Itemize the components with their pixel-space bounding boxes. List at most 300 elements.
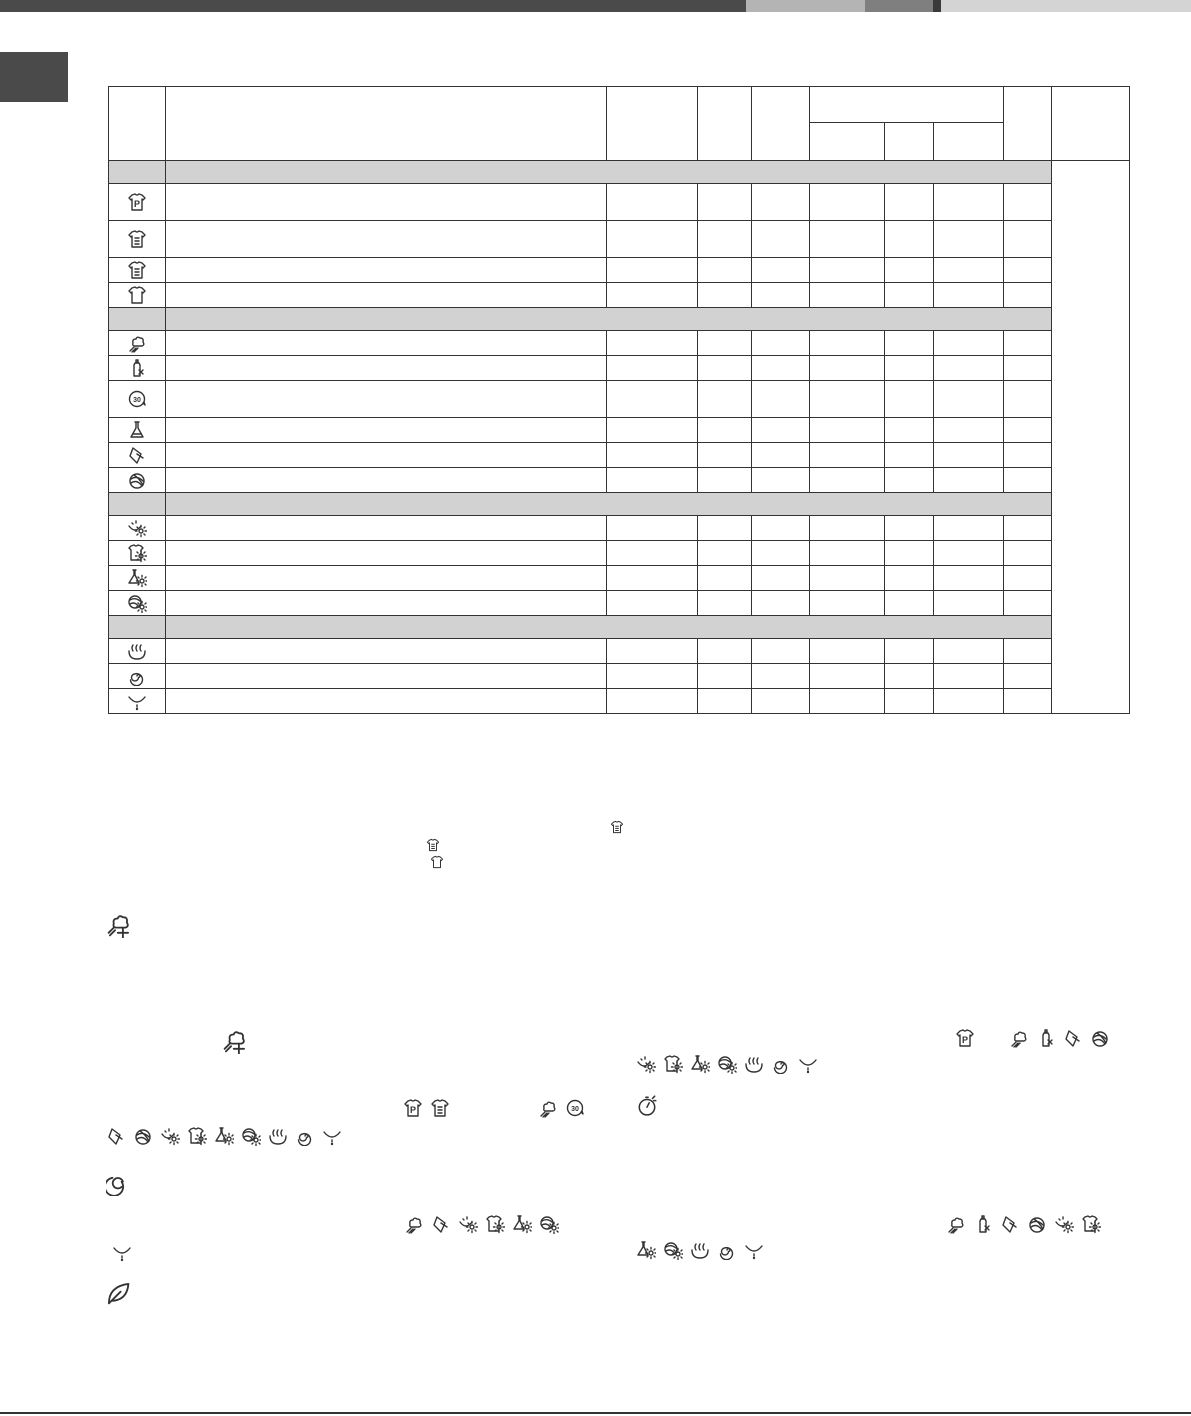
table-cell	[885, 443, 934, 468]
table-cell	[1004, 356, 1052, 381]
programme-name-cell	[166, 331, 607, 356]
svg-text:30: 30	[133, 397, 141, 404]
flask-sun-icon	[512, 1214, 532, 1234]
delicates-hanger-icon	[431, 1214, 451, 1234]
table-cell	[1004, 258, 1052, 283]
delicates-hanger-icon	[1000, 1214, 1020, 1234]
drain-icon	[798, 1054, 818, 1074]
spin-loop-icon	[106, 1170, 132, 1196]
table-cell	[752, 566, 810, 591]
table-cell	[1004, 664, 1052, 689]
table-cell	[934, 356, 1004, 381]
steam-cloud-icon	[127, 333, 147, 353]
table-cell	[810, 516, 885, 541]
tshirt-lines-icon	[610, 820, 624, 834]
table-cell	[934, 381, 1004, 418]
table-row	[109, 541, 1130, 566]
tshirt-sun-icon	[1081, 1214, 1101, 1234]
colour-bowl-sun-icon	[1054, 1214, 1074, 1234]
colour-bowl-sun-icon	[160, 1126, 180, 1146]
drain-icon	[112, 1242, 132, 1262]
table-group-row	[109, 616, 1130, 639]
flask-sun-icon	[636, 1240, 656, 1260]
programme-symbol-cell	[109, 591, 166, 616]
steam-plus-icon	[106, 912, 132, 938]
flask-sun-icon	[127, 568, 147, 588]
table-cell	[934, 221, 1004, 258]
table-cell	[752, 541, 810, 566]
footer-rule	[0, 1412, 1191, 1414]
rinse-basin-icon	[690, 1240, 710, 1260]
programme-name-cell	[166, 689, 607, 714]
baby-bottle-icon	[1036, 1028, 1056, 1048]
programme-symbol-cell	[109, 418, 166, 443]
table-cell	[752, 221, 810, 258]
table-row	[109, 221, 1130, 258]
group-title-cell	[166, 493, 1052, 516]
svg-text:P: P	[409, 1105, 417, 1115]
table-cell	[934, 689, 1004, 714]
header-bar-segment	[865, 0, 933, 12]
table-cell	[1004, 184, 1052, 221]
header-cell-symbol	[109, 87, 166, 161]
spin-spiral-icon	[295, 1126, 315, 1146]
table-cell	[934, 541, 1004, 566]
drain-icon	[744, 1240, 764, 1260]
flask-sun-icon	[690, 1054, 710, 1074]
table-row	[109, 283, 1130, 308]
programme-name-cell	[166, 381, 607, 418]
wool-sun-icon	[717, 1054, 737, 1074]
table-cell	[934, 331, 1004, 356]
table-row	[109, 516, 1130, 541]
header-subcell	[934, 123, 1004, 161]
wool-ball-icon	[1090, 1028, 1110, 1048]
wool-sun-icon	[663, 1240, 683, 1260]
hand-wash-flask-icon	[127, 420, 147, 440]
icon-row	[955, 1028, 1110, 1048]
programme-table	[108, 86, 1130, 714]
table-cell	[934, 468, 1004, 493]
tshirt-p-icon	[955, 1028, 975, 1048]
rinse-basin-icon	[744, 1054, 764, 1074]
stopwatch-icon	[636, 1094, 658, 1116]
table-cell	[1004, 591, 1052, 616]
programme-name-cell	[166, 443, 607, 468]
table-cell	[698, 381, 752, 418]
header-bar	[0, 0, 1191, 12]
table-row	[109, 443, 1130, 468]
steam-cloud-icon	[538, 1098, 558, 1118]
table-cell	[607, 283, 698, 308]
spin-spiral-icon	[771, 1054, 791, 1074]
tshirt-sun-icon	[485, 1214, 505, 1234]
spin-loop-icon	[106, 1170, 132, 1196]
icon-row	[946, 1214, 1101, 1234]
delicates-hanger-icon	[1000, 1214, 1020, 1234]
steam-cloud-icon	[946, 1214, 966, 1234]
table-cell	[1004, 381, 1052, 418]
programme-name-cell	[166, 591, 607, 616]
tshirt-icon	[127, 285, 147, 305]
programme-name-cell	[166, 283, 607, 308]
delicates-hanger-icon	[127, 445, 147, 465]
table-cell	[885, 184, 934, 221]
table-cell	[934, 258, 1004, 283]
delicates-hanger-icon	[106, 1126, 126, 1146]
table-cell	[698, 418, 752, 443]
wool-ball-icon	[1090, 1028, 1110, 1048]
table-cell	[607, 381, 698, 418]
table-cell	[885, 331, 934, 356]
steam-plus-icon	[222, 1028, 248, 1054]
baby-bottle-icon	[973, 1214, 993, 1234]
header-cell	[752, 87, 810, 161]
wool-ball-icon	[1027, 1214, 1047, 1234]
tshirt-lines-icon	[426, 838, 440, 852]
rinse-basin-icon	[268, 1126, 288, 1146]
table-cell	[607, 221, 698, 258]
icon-row	[106, 1126, 342, 1146]
tshirt-lines-icon	[127, 229, 147, 249]
table-cell	[607, 443, 698, 468]
table-cell	[752, 331, 810, 356]
table-cell	[698, 468, 752, 493]
tshirt-p-icon	[403, 1098, 423, 1118]
tshirt-sun-icon	[187, 1126, 207, 1146]
programme-name-cell	[166, 639, 607, 664]
table-cell	[885, 516, 934, 541]
table-cell	[1004, 468, 1052, 493]
table-cell	[607, 468, 698, 493]
wool-sun-icon	[663, 1240, 683, 1260]
tshirt-lines-icon	[127, 260, 147, 280]
table-cell	[607, 689, 698, 714]
table-cell	[810, 381, 885, 418]
drain-icon	[127, 691, 147, 711]
tshirt-p-icon	[955, 1028, 975, 1048]
table-row	[109, 184, 1130, 221]
table-row	[109, 689, 1130, 714]
table-cell	[752, 443, 810, 468]
tshirt-icon	[430, 855, 444, 869]
table-cell	[1004, 689, 1052, 714]
table-group-row	[109, 308, 1130, 331]
table-cell	[752, 689, 810, 714]
steam-cloud-icon	[946, 1214, 966, 1234]
table-row	[109, 639, 1130, 664]
programme-symbol-cell	[109, 381, 166, 418]
quick-30-icon	[565, 1098, 585, 1118]
programme-symbol-cell	[109, 566, 166, 591]
table-cell	[698, 689, 752, 714]
tshirt-p-icon	[127, 192, 147, 212]
table-cell	[1004, 443, 1052, 468]
table-cell	[810, 258, 885, 283]
icon-row	[403, 1098, 585, 1118]
eco-leaf-icon	[105, 1280, 131, 1306]
table-cell	[885, 664, 934, 689]
tshirt-lines-icon	[610, 820, 624, 834]
table-cell	[1004, 541, 1052, 566]
delicates-hanger-icon	[431, 1214, 451, 1234]
wool-sun-icon	[241, 1126, 261, 1146]
table-cell	[752, 516, 810, 541]
table-cell	[752, 664, 810, 689]
table-cell	[607, 591, 698, 616]
flask-sun-icon	[214, 1126, 234, 1146]
tshirt-sun-icon	[127, 543, 147, 563]
programme-name-cell	[166, 516, 607, 541]
table-cell	[810, 221, 885, 258]
table-cell	[934, 664, 1004, 689]
table-row	[109, 381, 1130, 418]
programme-name-cell	[166, 258, 607, 283]
tshirt-p-icon	[403, 1098, 423, 1118]
programme-symbol-cell	[109, 258, 166, 283]
tshirt-lines-icon	[430, 1098, 450, 1118]
table-row	[109, 664, 1130, 689]
table-cell	[810, 184, 885, 221]
tshirt-sun-icon	[187, 1126, 207, 1146]
icon-row	[404, 1214, 559, 1234]
table-cell	[752, 468, 810, 493]
header-cell	[607, 87, 698, 161]
table-cell	[810, 418, 885, 443]
programme-name-cell	[166, 356, 607, 381]
colour-bowl-sun-icon	[636, 1054, 656, 1074]
steam-cloud-icon	[1009, 1028, 1029, 1048]
table-cell	[1004, 516, 1052, 541]
table-cell	[810, 639, 885, 664]
colour-bowl-sun-icon	[458, 1214, 478, 1234]
table-cell	[752, 283, 810, 308]
table-cell	[607, 184, 698, 221]
wool-sun-icon	[127, 593, 147, 613]
tshirt-sun-icon	[485, 1214, 505, 1234]
icon-gap	[982, 1028, 1002, 1048]
table-cell	[607, 516, 698, 541]
table-cell	[752, 381, 810, 418]
flask-sun-icon	[214, 1126, 234, 1146]
table-cell	[698, 258, 752, 283]
rinse-basin-icon	[127, 641, 147, 661]
tshirt-lines-icon	[430, 1098, 450, 1118]
table-cell	[810, 591, 885, 616]
rinse-basin-icon	[268, 1126, 288, 1146]
spin-spiral-icon	[771, 1054, 791, 1074]
table-cell	[934, 443, 1004, 468]
group-title-cell	[166, 161, 1052, 184]
tshirt-icon	[430, 855, 444, 869]
table-cell	[698, 639, 752, 664]
programme-name-cell	[166, 221, 607, 258]
header-cell	[1004, 87, 1052, 161]
drain-icon	[322, 1126, 342, 1146]
icon-gap	[457, 1098, 477, 1118]
programme-symbol-cell	[109, 221, 166, 258]
header-subcell	[885, 123, 934, 161]
table-row	[109, 418, 1130, 443]
wool-ball-icon	[133, 1126, 153, 1146]
table-cell	[885, 418, 934, 443]
flask-sun-icon	[512, 1214, 532, 1234]
table-cell	[810, 443, 885, 468]
wool-ball-icon	[133, 1126, 153, 1146]
drain-icon	[744, 1240, 764, 1260]
group-title-cell	[166, 616, 1052, 639]
programme-symbol-cell	[109, 283, 166, 308]
steam-plus-icon	[106, 912, 132, 938]
table-cell	[934, 639, 1004, 664]
table-group-row	[109, 493, 1130, 516]
svg-text:P: P	[961, 1035, 969, 1045]
table-cell	[698, 283, 752, 308]
spin-spiral-icon	[717, 1240, 737, 1260]
table-cell	[607, 331, 698, 356]
programme-symbol-cell	[109, 443, 166, 468]
baby-bottle-icon	[1036, 1028, 1056, 1048]
group-symbol-cell	[109, 161, 166, 184]
table-cell	[607, 541, 698, 566]
table-header-row	[109, 87, 1130, 123]
programme-symbol-cell	[109, 331, 166, 356]
table-cell	[810, 541, 885, 566]
table-cell	[885, 221, 934, 258]
header-cell-notes	[1052, 87, 1130, 161]
table-cell	[934, 283, 1004, 308]
baby-bottle-icon	[127, 358, 147, 378]
header-cell-programme	[166, 87, 607, 161]
steam-cloud-icon	[1009, 1028, 1029, 1048]
colour-bowl-sun-icon	[458, 1214, 478, 1234]
table-row	[109, 356, 1130, 381]
programme-name-cell	[166, 468, 607, 493]
flask-sun-icon	[636, 1240, 656, 1260]
wool-ball-icon	[127, 470, 147, 490]
eco-leaf-icon	[105, 1280, 131, 1306]
table-cell	[810, 331, 885, 356]
programme-symbol-cell	[109, 468, 166, 493]
programme-symbol-cell	[109, 664, 166, 689]
language-tab	[0, 52, 68, 102]
programme-symbol-cell	[109, 689, 166, 714]
header-bar-segment	[933, 0, 941, 12]
table-row	[109, 331, 1130, 356]
table-group-row	[109, 161, 1130, 184]
programme-name-cell	[166, 566, 607, 591]
table-cell	[885, 283, 934, 308]
table-cell	[885, 566, 934, 591]
group-symbol-cell	[109, 616, 166, 639]
table-cell	[885, 591, 934, 616]
spin-spiral-icon	[717, 1240, 737, 1260]
table-cell	[810, 566, 885, 591]
table-cell	[698, 443, 752, 468]
table-cell	[698, 566, 752, 591]
programme-name-cell	[166, 664, 607, 689]
table-cell	[885, 689, 934, 714]
table-cell	[885, 258, 934, 283]
header-bar-segment	[941, 0, 1191, 12]
steam-cloud-icon	[538, 1098, 558, 1118]
steam-cloud-icon	[404, 1214, 424, 1234]
icon-row	[112, 1242, 132, 1262]
drain-icon	[798, 1054, 818, 1074]
table-cell	[607, 418, 698, 443]
table-cell	[607, 566, 698, 591]
programme-name-cell	[166, 184, 607, 221]
icon-gap	[484, 1098, 504, 1118]
table-cell	[885, 639, 934, 664]
table-cell	[752, 639, 810, 664]
programme-name-cell	[166, 541, 607, 566]
table-cell	[752, 418, 810, 443]
rinse-basin-icon	[744, 1054, 764, 1074]
header-cell	[698, 87, 752, 161]
table-cell	[1004, 418, 1052, 443]
table-cell	[885, 381, 934, 418]
table-cell	[698, 331, 752, 356]
table-row	[109, 258, 1130, 283]
table-cell	[885, 356, 934, 381]
colour-bowl-sun-icon	[127, 518, 147, 538]
table-cell	[698, 356, 752, 381]
programme-symbol-cell	[109, 516, 166, 541]
baby-bottle-icon	[973, 1214, 993, 1234]
table-cell	[1004, 221, 1052, 258]
quick-30-icon	[565, 1098, 585, 1118]
header-bar-segment	[0, 0, 746, 12]
stopwatch-icon	[636, 1094, 658, 1116]
table-cell	[934, 516, 1004, 541]
table-cell	[1004, 566, 1052, 591]
table-cell	[752, 356, 810, 381]
table-cell	[810, 664, 885, 689]
wool-sun-icon	[717, 1054, 737, 1074]
steam-plus-icon	[222, 1028, 248, 1054]
svg-text:30: 30	[571, 1106, 579, 1113]
table-cell	[1004, 283, 1052, 308]
table-row	[109, 468, 1130, 493]
tshirt-sun-icon	[1081, 1214, 1101, 1234]
table-cell	[607, 356, 698, 381]
table-row	[109, 566, 1130, 591]
table-cell	[934, 184, 1004, 221]
table-cell	[1004, 331, 1052, 356]
group-symbol-cell	[109, 308, 166, 331]
table-cell	[934, 418, 1004, 443]
group-symbol-cell	[109, 493, 166, 516]
table-cell	[934, 566, 1004, 591]
wool-sun-icon	[539, 1214, 559, 1234]
group-title-cell	[166, 308, 1052, 331]
notes-cell	[1052, 161, 1130, 714]
delicates-hanger-icon	[106, 1126, 126, 1146]
wool-sun-icon	[241, 1126, 261, 1146]
table-cell	[752, 258, 810, 283]
table-cell	[752, 591, 810, 616]
spin-spiral-icon	[295, 1126, 315, 1146]
header-cell-group	[810, 87, 1004, 123]
table-cell	[698, 664, 752, 689]
delicates-hanger-icon	[1063, 1028, 1083, 1048]
table-cell	[698, 541, 752, 566]
drain-icon	[322, 1126, 342, 1146]
table-cell	[1004, 639, 1052, 664]
table-cell	[698, 516, 752, 541]
drain-icon	[112, 1242, 132, 1262]
